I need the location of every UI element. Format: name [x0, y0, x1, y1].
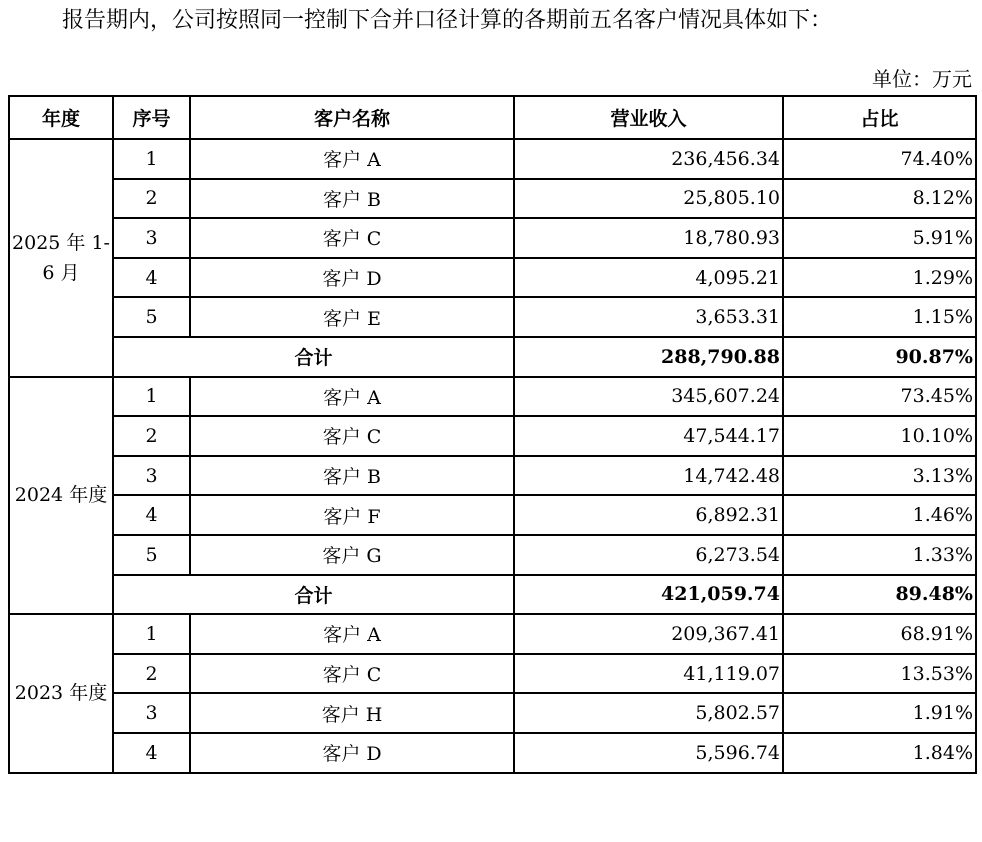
- intro-paragraph: 报告期内，公司按照同一控制下合并口径计算的各期前五名客户情况具体如下：: [62, 8, 833, 33]
- header-revenue: 营业收入: [514, 96, 783, 139]
- row-index-cell: 1: [113, 377, 190, 417]
- total-revenue-cell: 421,059.74: [514, 575, 783, 615]
- ratio-cell: 1.15%: [783, 297, 976, 337]
- row-index-cell: 1: [113, 614, 190, 654]
- total-label-cell: 合计: [113, 575, 514, 615]
- table-row: [9, 456, 976, 496]
- ratio-cell: 3.13%: [783, 456, 976, 496]
- period-cell: 2025 年 1-6 月: [9, 139, 113, 377]
- total-row: [9, 337, 976, 377]
- table-row: [9, 297, 976, 337]
- customer-name-cell: 客户 C: [190, 654, 514, 694]
- ratio-cell: 68.91%: [783, 614, 976, 654]
- customer-name-cell: 客户 D: [190, 733, 514, 773]
- total-ratio-cell: 89.48%: [783, 575, 976, 615]
- customer-name-cell: 客户 E: [190, 297, 514, 337]
- total-label-cell: 合计: [113, 337, 514, 377]
- revenue-cell: 18,780.93: [514, 218, 783, 258]
- table-row: [9, 495, 976, 535]
- ratio-cell: 5.91%: [783, 218, 976, 258]
- unit-label: 单位：万元: [872, 67, 972, 91]
- table-row: [9, 377, 976, 417]
- revenue-cell: 3,653.31: [514, 297, 783, 337]
- table-row: [9, 733, 976, 773]
- revenue-cell: 345,607.24: [514, 377, 783, 417]
- period-cell: 2023 年度: [9, 614, 113, 772]
- table-row: [9, 416, 976, 456]
- row-index-cell: 4: [113, 733, 190, 773]
- revenue-cell: 25,805.10: [514, 179, 783, 219]
- ratio-cell: 13.53%: [783, 654, 976, 694]
- row-index-cell: 3: [113, 218, 190, 258]
- revenue-cell: 14,742.48: [514, 456, 783, 496]
- table-row: [9, 535, 976, 575]
- customer-name-cell: 客户 D: [190, 258, 514, 298]
- row-index-cell: 3: [113, 456, 190, 496]
- customer-name-cell: 客户 F: [190, 495, 514, 535]
- row-index-cell: 4: [113, 495, 190, 535]
- row-index-cell: 5: [113, 297, 190, 337]
- ratio-cell: 74.40%: [783, 139, 976, 179]
- total-revenue-cell: 288,790.88: [514, 337, 783, 377]
- customer-name-cell: 客户 C: [190, 416, 514, 456]
- row-index-cell: 2: [113, 654, 190, 694]
- customer-name-cell: 客户 B: [190, 179, 514, 219]
- revenue-cell: 236,456.34: [514, 139, 783, 179]
- table-body: [9, 139, 976, 773]
- ratio-cell: 1.84%: [783, 733, 976, 773]
- table-row: [9, 139, 976, 179]
- row-index-cell: 1: [113, 139, 190, 179]
- row-index-cell: 5: [113, 535, 190, 575]
- ratio-cell: 8.12%: [783, 179, 976, 219]
- row-index-cell: 2: [113, 416, 190, 456]
- header-index: 序号: [113, 96, 190, 139]
- table-row: [9, 654, 976, 694]
- ratio-cell: 10.10%: [783, 416, 976, 456]
- table-row: [9, 693, 976, 733]
- top-customers-table: [8, 95, 977, 774]
- customer-name-cell: 客户 A: [190, 139, 514, 179]
- table-row: [9, 614, 976, 654]
- ratio-cell: 73.45%: [783, 377, 976, 417]
- total-row: [9, 575, 976, 615]
- ratio-cell: 1.33%: [783, 535, 976, 575]
- row-index-cell: 2: [113, 179, 190, 219]
- header-year: 年度: [9, 96, 113, 139]
- customer-name-cell: 客户 H: [190, 693, 514, 733]
- period-cell: 2024 年度: [9, 377, 113, 615]
- row-index-cell: 4: [113, 258, 190, 298]
- customer-name-cell: 客户 B: [190, 456, 514, 496]
- revenue-cell: 6,273.54: [514, 535, 783, 575]
- row-index-cell: 3: [113, 693, 190, 733]
- ratio-cell: 1.46%: [783, 495, 976, 535]
- revenue-cell: 4,095.21: [514, 258, 783, 298]
- revenue-cell: 5,596.74: [514, 733, 783, 773]
- customer-name-cell: 客户 A: [190, 614, 514, 654]
- table-header-row: [9, 96, 976, 139]
- header-ratio: 占比: [783, 96, 976, 139]
- revenue-cell: 5,802.57: [514, 693, 783, 733]
- revenue-cell: 6,892.31: [514, 495, 783, 535]
- customer-name-cell: 客户 G: [190, 535, 514, 575]
- customer-name-cell: 客户 A: [190, 377, 514, 417]
- revenue-cell: 47,544.17: [514, 416, 783, 456]
- revenue-cell: 209,367.41: [514, 614, 783, 654]
- table-row: [9, 218, 976, 258]
- table-row: [9, 258, 976, 298]
- customer-name-cell: 客户 C: [190, 218, 514, 258]
- revenue-cell: 41,119.07: [514, 654, 783, 694]
- total-ratio-cell: 90.87%: [783, 337, 976, 377]
- ratio-cell: 1.91%: [783, 693, 976, 733]
- header-customer: 客户名称: [190, 96, 514, 139]
- table-row: [9, 179, 976, 219]
- ratio-cell: 1.29%: [783, 258, 976, 298]
